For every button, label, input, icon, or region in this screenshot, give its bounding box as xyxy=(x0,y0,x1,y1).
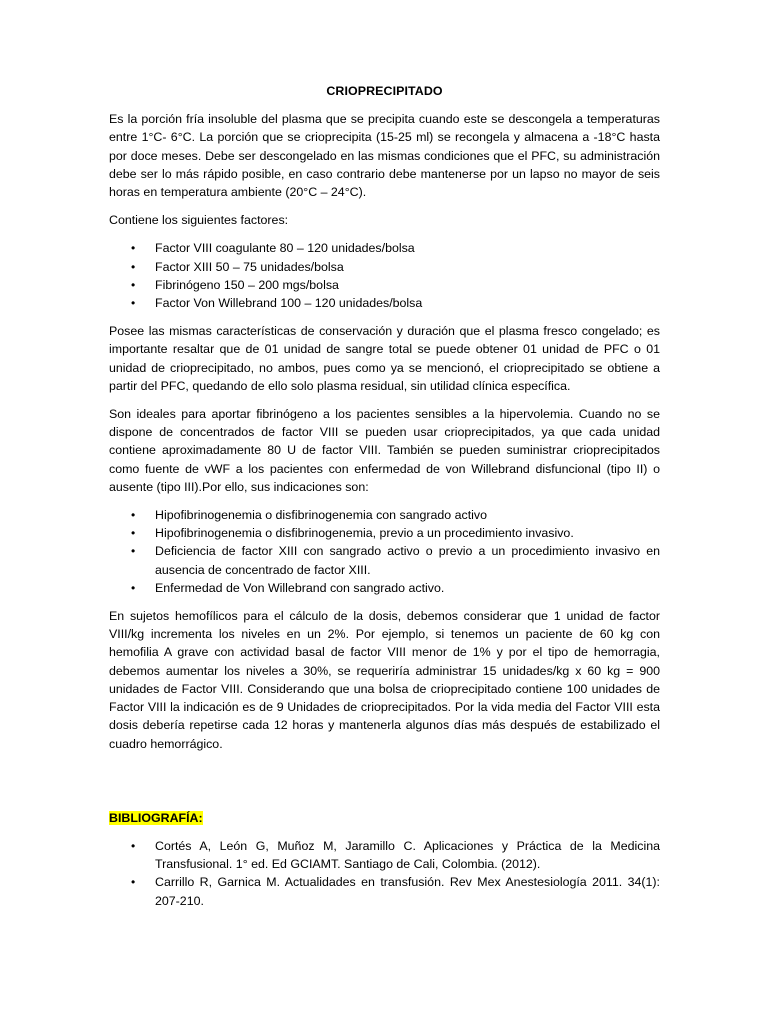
factor-item: • Factor XIII 50 – 75 unidades/bolsa xyxy=(109,258,660,276)
indication-item: • Enfermedad de Von Willebrand con sangrado activo. xyxy=(109,579,660,597)
bullet-icon: • xyxy=(131,241,136,256)
factor-item: • Factor VIII coagulante 80 – 120 unidades/bolsa xyxy=(109,239,660,257)
dosis-paragraph: En sujetos hemofílicos para el cálculo de la dosis, debemos considerar que 1 unidad de factor VIII/kg incrementa los niveles en un 2%. Por ejemplo, si tenemos un paciente de 60 kg con hemofilia A grave con actividad basal de factor VIII menor de 1% y por el tipo de hemorragia, debemos aumentar los niveles a 30%, se requeriría administrar 15 unidades/kg x 60 kg = 900 unidades de Factor VIII. Considerando que una bolsa de crioprecipitado contiene 100 unidades de Factor VIII la indicación es de 9 Unidades de crioprecipitados. Por la vida media del Factor VIII esta dosis debería repetirse cada 12 horas y mantenerla algunos días más después de estabilizado el cuadro hemorrágico. xyxy=(109,609,660,751)
indication-item: • Hipofibrinogenemia o disfibrinogenemia, previo a un procedimiento invasivo. xyxy=(109,524,660,542)
bullet-icon: • xyxy=(131,526,136,541)
bibliography-item: • Cortés A, León G, Muñoz M, Jaramillo C. Aplicaciones y Práctica de la Medicina Transfusional. 1° ed. Ed GCIAMT. Santiago de Cali, Colombia. (2012). xyxy=(131,838,660,872)
document-body xyxy=(109,82,660,920)
bullet-icon: • xyxy=(131,296,136,311)
bullet-icon: • xyxy=(131,508,136,523)
intro-paragraph: Es la porción fría insoluble del plasma que se precipita cuando este se descongela a temperaturas entre 1°C- 6°C. La porción que se crioprecipita (15-25 ml) se recongela y almacena a -18°C hasta por doce meses. Debe ser descongelado en las mismas condiciones que el PFC, su administración debe ser lo más rápido posible, en caso contrario debe mantenerse por un lapso no mayor de seis horas en temperatura ambiente (20°C – 24°C). xyxy=(109,112,660,200)
bullet-icon: • xyxy=(131,838,136,853)
document-title: CRIOPRECIPITADO xyxy=(326,84,443,98)
bullet-icon: • xyxy=(131,580,136,595)
conservation-paragraph: Posee las mismas características de conservación y duración que el plasma fresco congelado; es importante resaltar que de 01 unidad de sangre total se puede obtener 01 unidad de PFC o 01 unidad de crioprecipitado, no ambos, pues como ya se mencionó, el crioprecipitado se obtiene a partir del PFC, quedando de ello solo plasma residual, sin utilidad clínica específica. xyxy=(109,324,660,393)
factors-list xyxy=(109,239,660,312)
bibliography-heading-text: BIBLIOGRAFÍA: xyxy=(109,810,203,825)
indication-item: • Hipofibrinogenemia o disfibrinogenemia con sangrado activo xyxy=(109,506,660,524)
bullet-icon: • xyxy=(131,277,136,292)
bullet-icon: • xyxy=(131,259,136,274)
indications-list xyxy=(109,506,660,597)
ideal-use-paragraph: Son ideales para aportar fibrinógeno a los pacientes sensibles a la hipervolemia. Cuando no se dispone de concentrados de factor VIII se pueden usar crioprecipitados, ya que cada unidad contiene aproximadamente 80 U de factor VIII. También se pueden suministrar crioprecipitados como fuente de vWF a los pacientes con enfermedad de von Willebrand disfuncional (tipo II) o ausente (tipo III).Por ello, sus indicaciones son: xyxy=(109,407,660,494)
bibliography-item: • Carrillo R, Garnica M. Actualidades en transfusión. Rev Mex Anestesiología 2011. 34(1): 207-210. xyxy=(131,875,660,908)
bibliography-heading xyxy=(109,809,660,827)
factor-item: • Fibrinógeno 150 – 200 mgs/bolsa xyxy=(109,276,660,294)
section-spacer xyxy=(109,763,660,809)
indication-item: • Deficiencia de factor XIII con sangrado activo o previo a un procedimiento invasivo en ausencia de concentrado de factor XIII. xyxy=(131,544,660,577)
bibliography-list xyxy=(109,837,660,910)
bullet-icon: • xyxy=(131,544,136,559)
factor-item: • Factor Von Willebrand 100 – 120 unidades/bolsa xyxy=(109,294,660,312)
bullet-icon: • xyxy=(131,875,136,890)
factors-intro: Contiene los siguientes factores: xyxy=(109,213,289,228)
